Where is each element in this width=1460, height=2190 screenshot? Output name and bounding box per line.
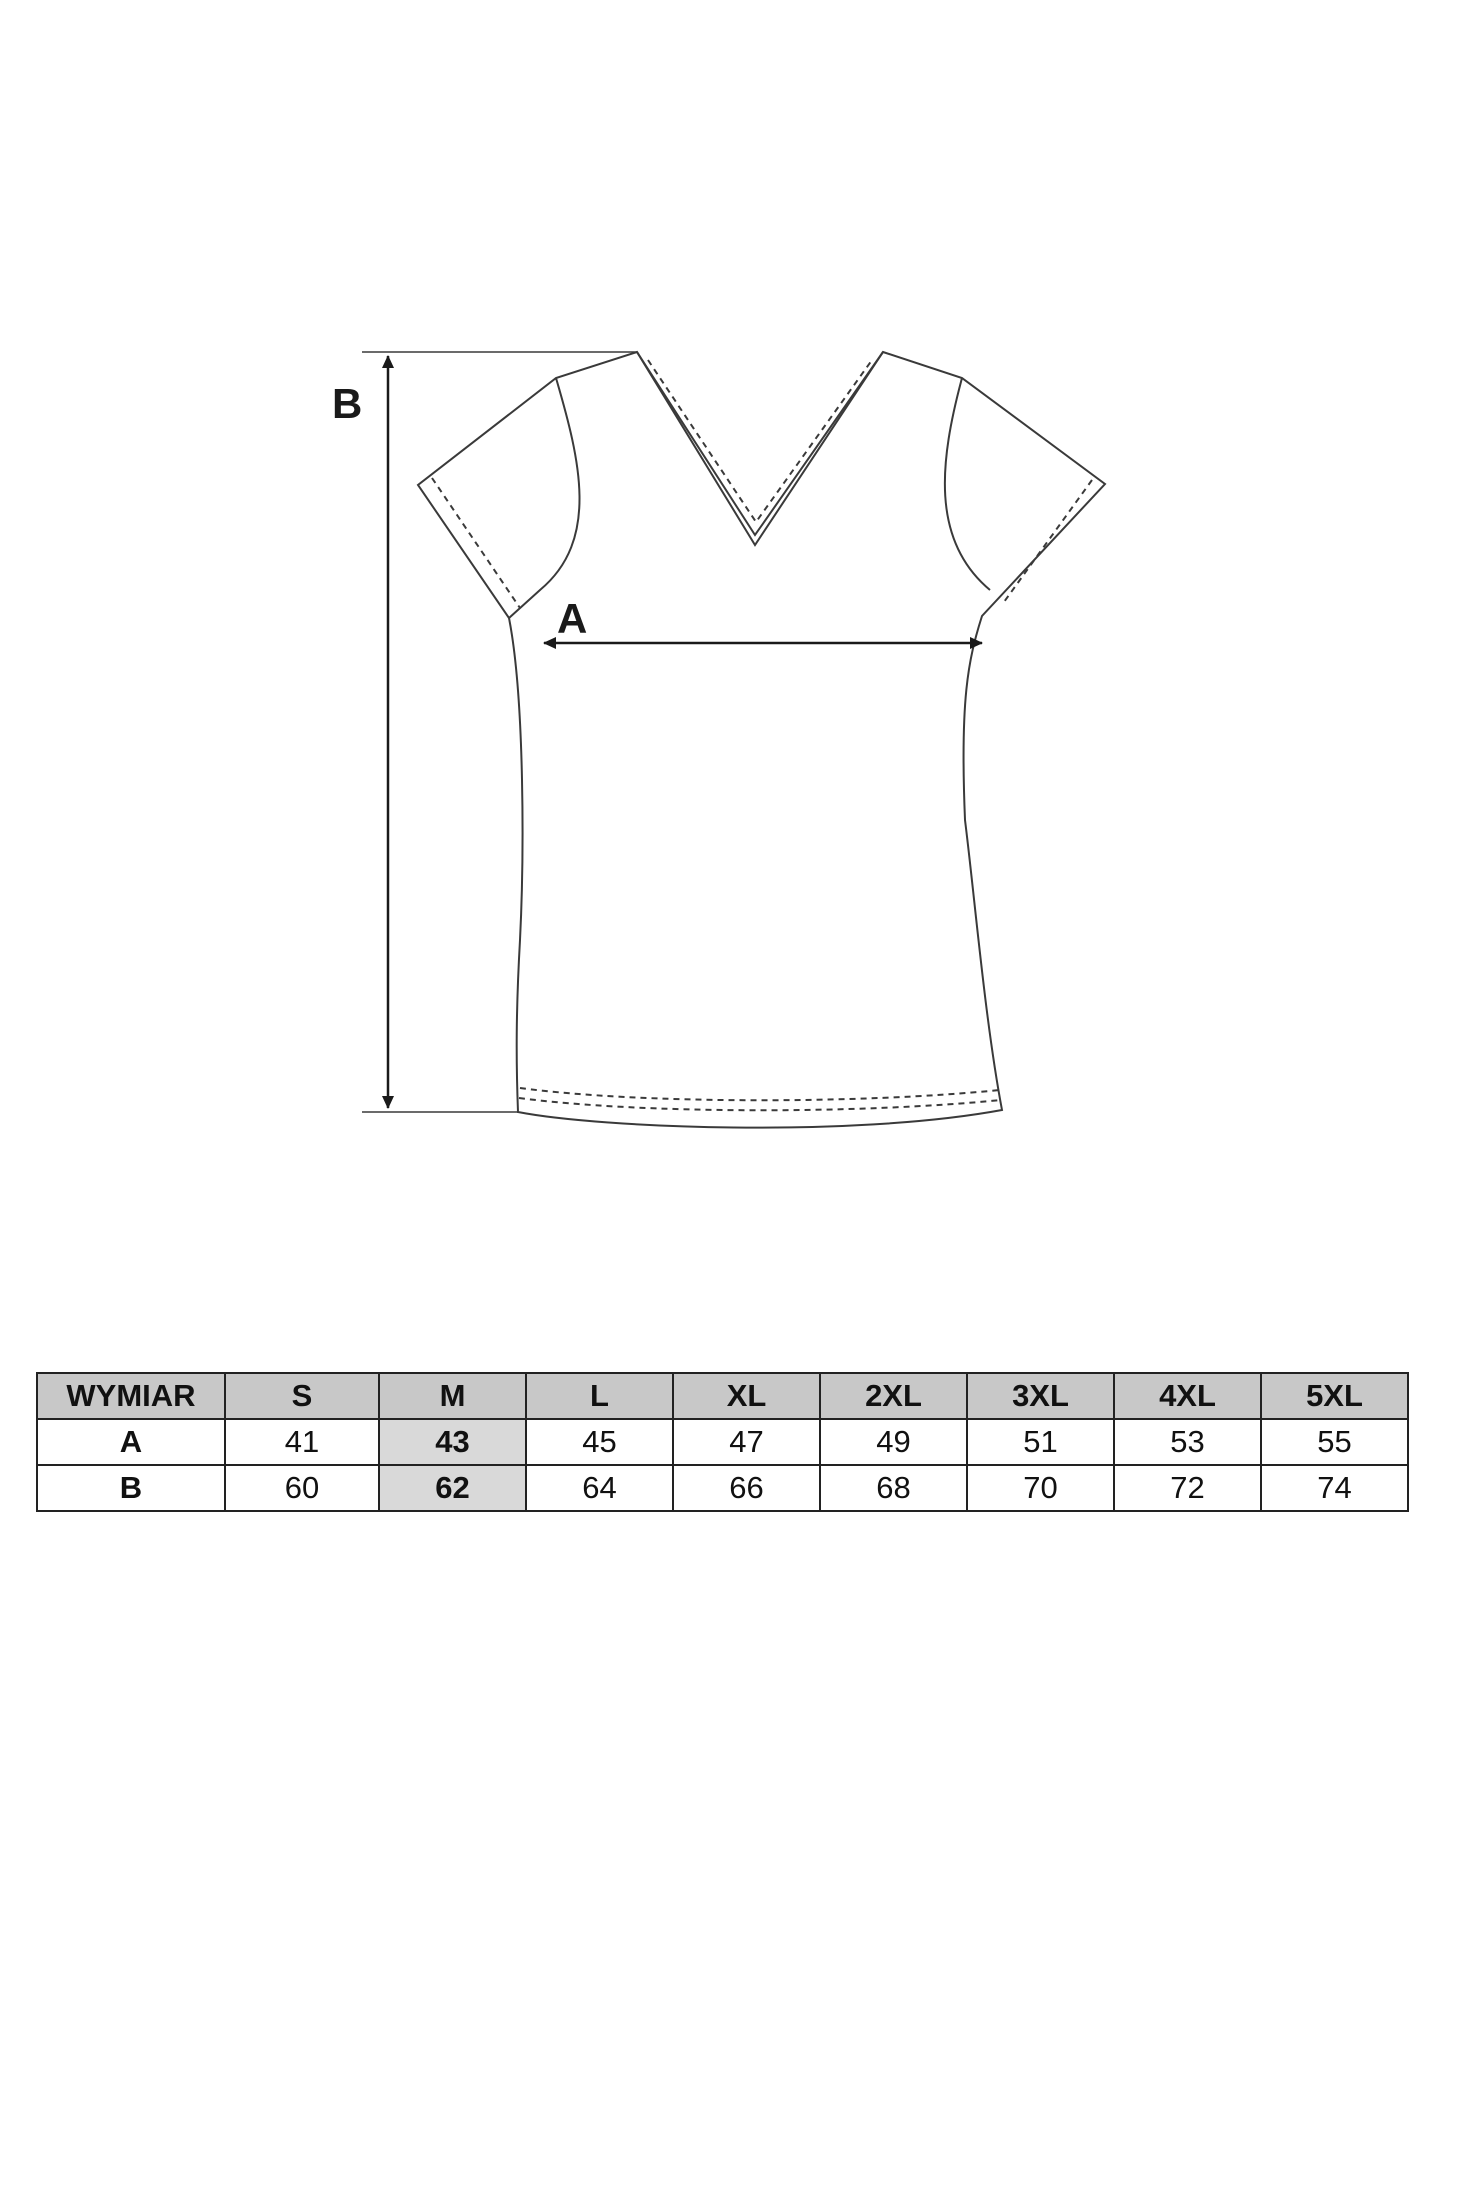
table-cell: 72 [1114,1465,1261,1511]
size-header: 4XL [1114,1373,1261,1419]
row-label: B [37,1465,225,1511]
row-label: A [37,1419,225,1465]
corner-label: WYMIAR [37,1373,225,1419]
table-cell: 51 [967,1419,1114,1465]
size-header: 5XL [1261,1373,1408,1419]
table-cell-highlighted: 43 [379,1419,526,1465]
table-row [37,1465,1408,1511]
size-header: XL [673,1373,820,1419]
table-cell: 49 [820,1419,967,1465]
table-cell: 74 [1261,1465,1408,1511]
size-header: 2XL [820,1373,967,1419]
table-cell: 47 [673,1419,820,1465]
table-cell: 70 [967,1465,1114,1511]
table-row [37,1419,1408,1465]
table-cell-highlighted: 62 [379,1465,526,1511]
measurement-b [332,352,637,1112]
table-cell: 45 [526,1419,673,1465]
table-cell: 41 [225,1419,379,1465]
size-header: M [379,1373,526,1419]
table-cell: 66 [673,1465,820,1511]
measurement-b-label: B [332,380,363,427]
table-cell: 55 [1261,1419,1408,1465]
tshirt-outline [418,352,1105,1128]
size-header-row [37,1373,1408,1419]
table-cell: 64 [526,1465,673,1511]
table-cell: 60 [225,1465,379,1511]
size-header: 3XL [967,1373,1114,1419]
size-header: S [225,1373,379,1419]
table-cell: 68 [820,1465,967,1511]
measurement-a [544,595,982,643]
measurement-a-label: A [557,595,588,642]
size-table [36,1372,1409,1512]
table-cell: 53 [1114,1419,1261,1465]
size-header: L [526,1373,673,1419]
